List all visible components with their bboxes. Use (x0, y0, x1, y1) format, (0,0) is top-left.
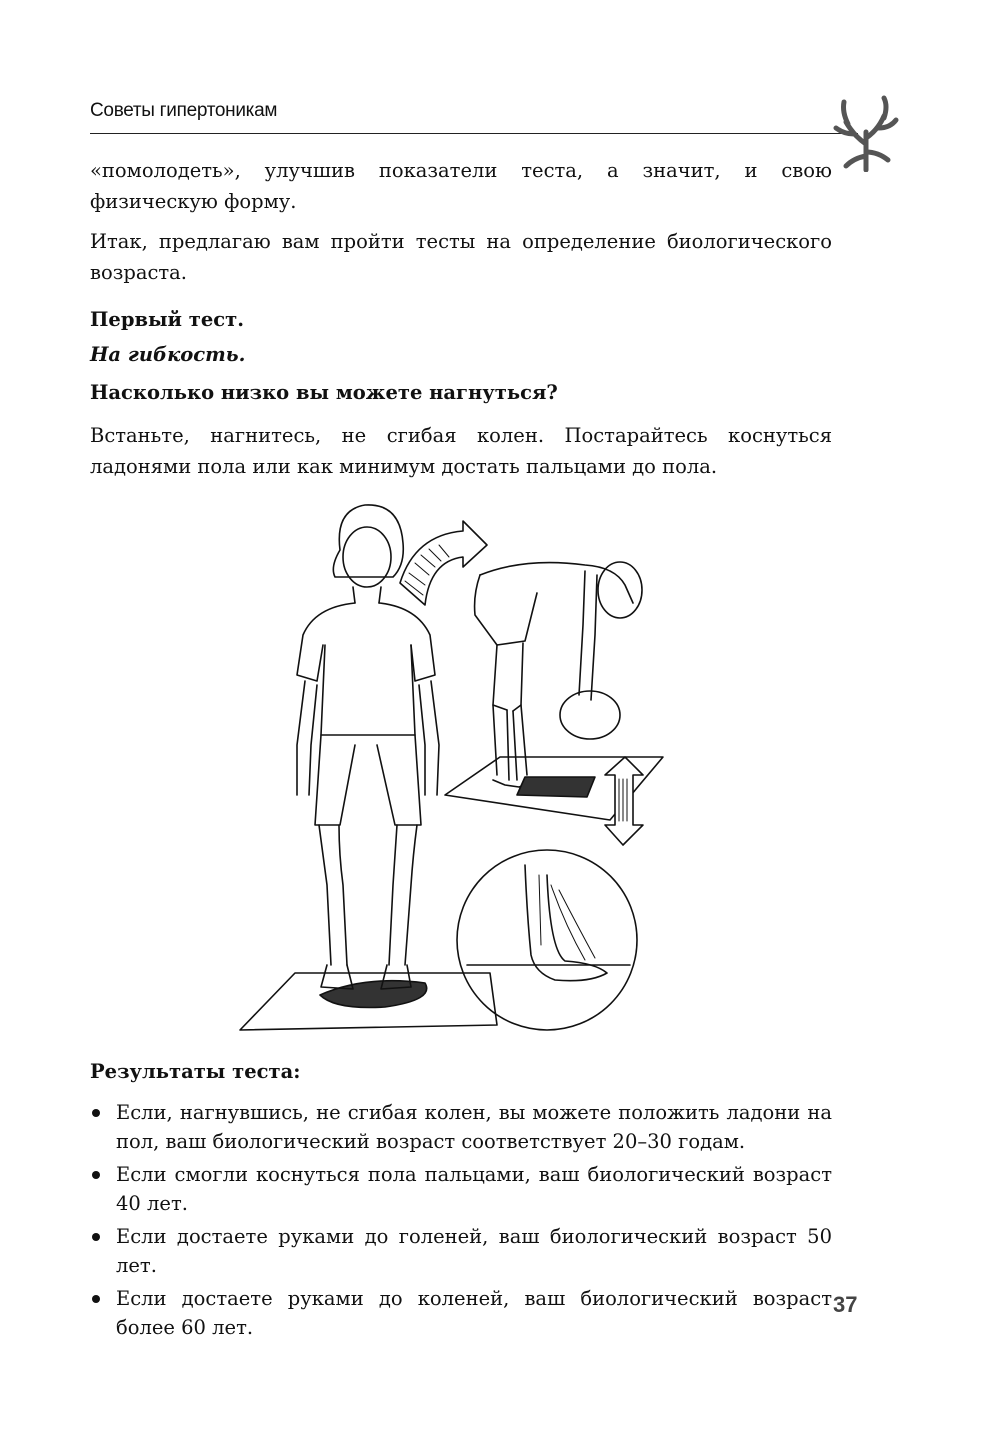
paragraph-1: «помолодеть», улучшив показатели теста, а значит, и свою физическую форму. (90, 159, 832, 213)
tree-ornament-icon (826, 92, 902, 172)
instruction-paragraph: Встаньте, нагнитесь, не сгибая колен. Постарайтесь коснуться ладонями пола или как минимум достать пальцами до пола. (90, 424, 832, 478)
test-subheading: На гибкость. (90, 343, 246, 366)
page-number: 37 (833, 1292, 858, 1317)
header-rule (90, 133, 858, 134)
results-title: Результаты теста: (90, 1060, 301, 1083)
paragraph-2: Итак, предлагаю вам пройти тесты на определение биологического возраста. (90, 230, 832, 284)
flexibility-test-illustration (235, 495, 665, 1045)
results-list (90, 1098, 832, 1346)
result-item: Если достаете руками до голеней, ваш биологический возраст 50 лет. (90, 1222, 832, 1280)
result-item: Если, нагнувшись, не сгибая колен, вы можете положить ладони на пол, ваш биологический возраст соответствует 20–30 годам. (90, 1098, 832, 1156)
question-heading: Насколько низко вы можете нагнуться? (90, 381, 558, 404)
test-heading: Первый тест. (90, 308, 245, 331)
result-item: Если достаете руками до коленей, ваш биологический возраст более 60 лет. (90, 1284, 832, 1342)
running-head-title: Советы гипертоникам (90, 100, 278, 121)
result-item: Если смогли коснуться пола пальцами, ваш биологический возраст 40 лет. (90, 1160, 832, 1218)
